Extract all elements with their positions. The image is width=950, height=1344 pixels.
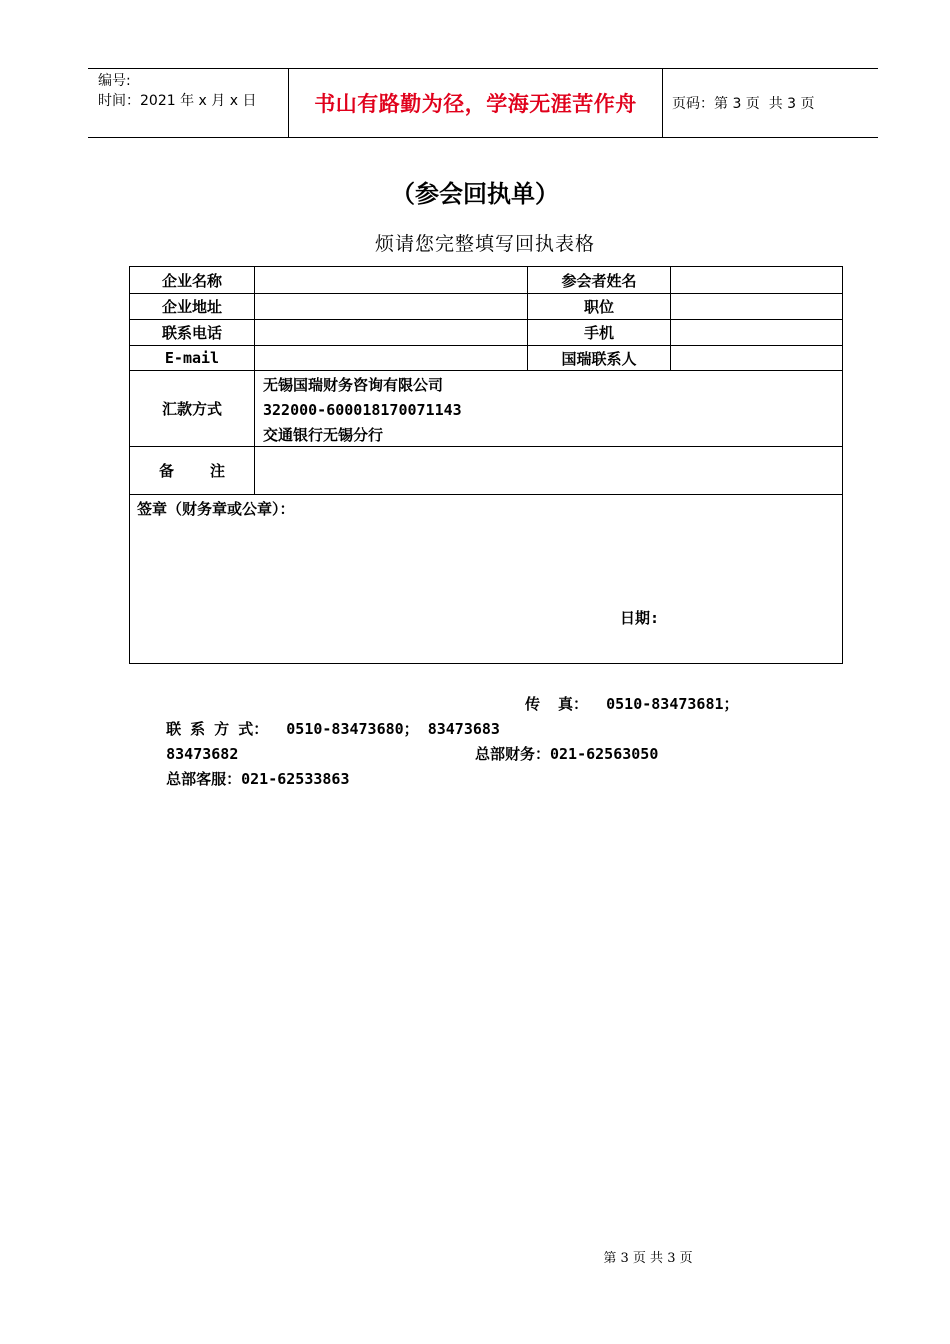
hq-service: 总部客服：021-62533863 xyxy=(166,770,350,788)
attendee-name-field[interactable] xyxy=(671,267,842,293)
stamp-label: 签章（财务章或公章）： xyxy=(137,500,295,518)
company-name-label: 企业名称 xyxy=(161,271,222,290)
contact-person-label: 国瑞联系人 xyxy=(561,349,637,368)
contact-fax-2: 83473682 xyxy=(166,745,239,763)
remarks-field[interactable] xyxy=(255,447,842,494)
date-label: 日期: xyxy=(620,609,660,627)
number-label: 编号: xyxy=(98,73,131,89)
contact-person-field[interactable] xyxy=(671,346,842,370)
company-address-label: 企业地址 xyxy=(161,298,222,316)
mobile-field[interactable] xyxy=(671,320,842,345)
phone-field[interactable] xyxy=(255,320,527,345)
company-name-field[interactable] xyxy=(255,267,527,293)
contact-fax: 传 真： 0510-83473681； xyxy=(525,695,739,713)
page-footer: 第 3 页 共 3 页 xyxy=(603,1251,693,1266)
position-field[interactable] xyxy=(671,294,842,319)
email-field[interactable] xyxy=(255,346,527,370)
hq-finance: 总部财务：021-62563050 xyxy=(475,745,659,763)
page-subtitle: 烦请您完整填写回执表格 xyxy=(374,233,595,255)
time-label: 时间：2021 年 x 月 x 日 xyxy=(98,93,257,109)
mobile-label: 手机 xyxy=(583,324,614,342)
header-page-info: 页码：第 3 页 共 3 页 xyxy=(672,96,815,112)
email-label: E-mail xyxy=(164,349,220,367)
position-label: 职位 xyxy=(583,298,614,316)
remit-bank: 交通银行无锡分行 xyxy=(263,426,384,444)
phone-label: 联系电话 xyxy=(161,324,222,342)
header-meta xyxy=(98,71,256,111)
remit-company: 无锡国瑞财务咨询有限公司 xyxy=(263,376,444,394)
remit-method-label: 汇款方式 xyxy=(161,400,222,418)
header-divider xyxy=(662,69,663,137)
form-rule xyxy=(130,494,842,495)
remarks-label: 备 注 xyxy=(158,462,226,480)
attendee-name-label: 参会者姓名 xyxy=(561,271,637,290)
remit-details xyxy=(263,373,462,448)
company-address-field[interactable] xyxy=(255,294,527,319)
contact-info xyxy=(130,692,739,788)
header-motto: 书山有路勤为径，学海无涯苦作舟 xyxy=(314,92,637,116)
receipt-form xyxy=(129,266,843,664)
remit-account: 322000-600018170071143 xyxy=(263,401,462,419)
page-header xyxy=(88,68,878,138)
page-title: （参会回执单） xyxy=(391,180,559,208)
contact-phone: 联 系 方 式： 0510-83473680； 83473683 xyxy=(166,720,500,738)
